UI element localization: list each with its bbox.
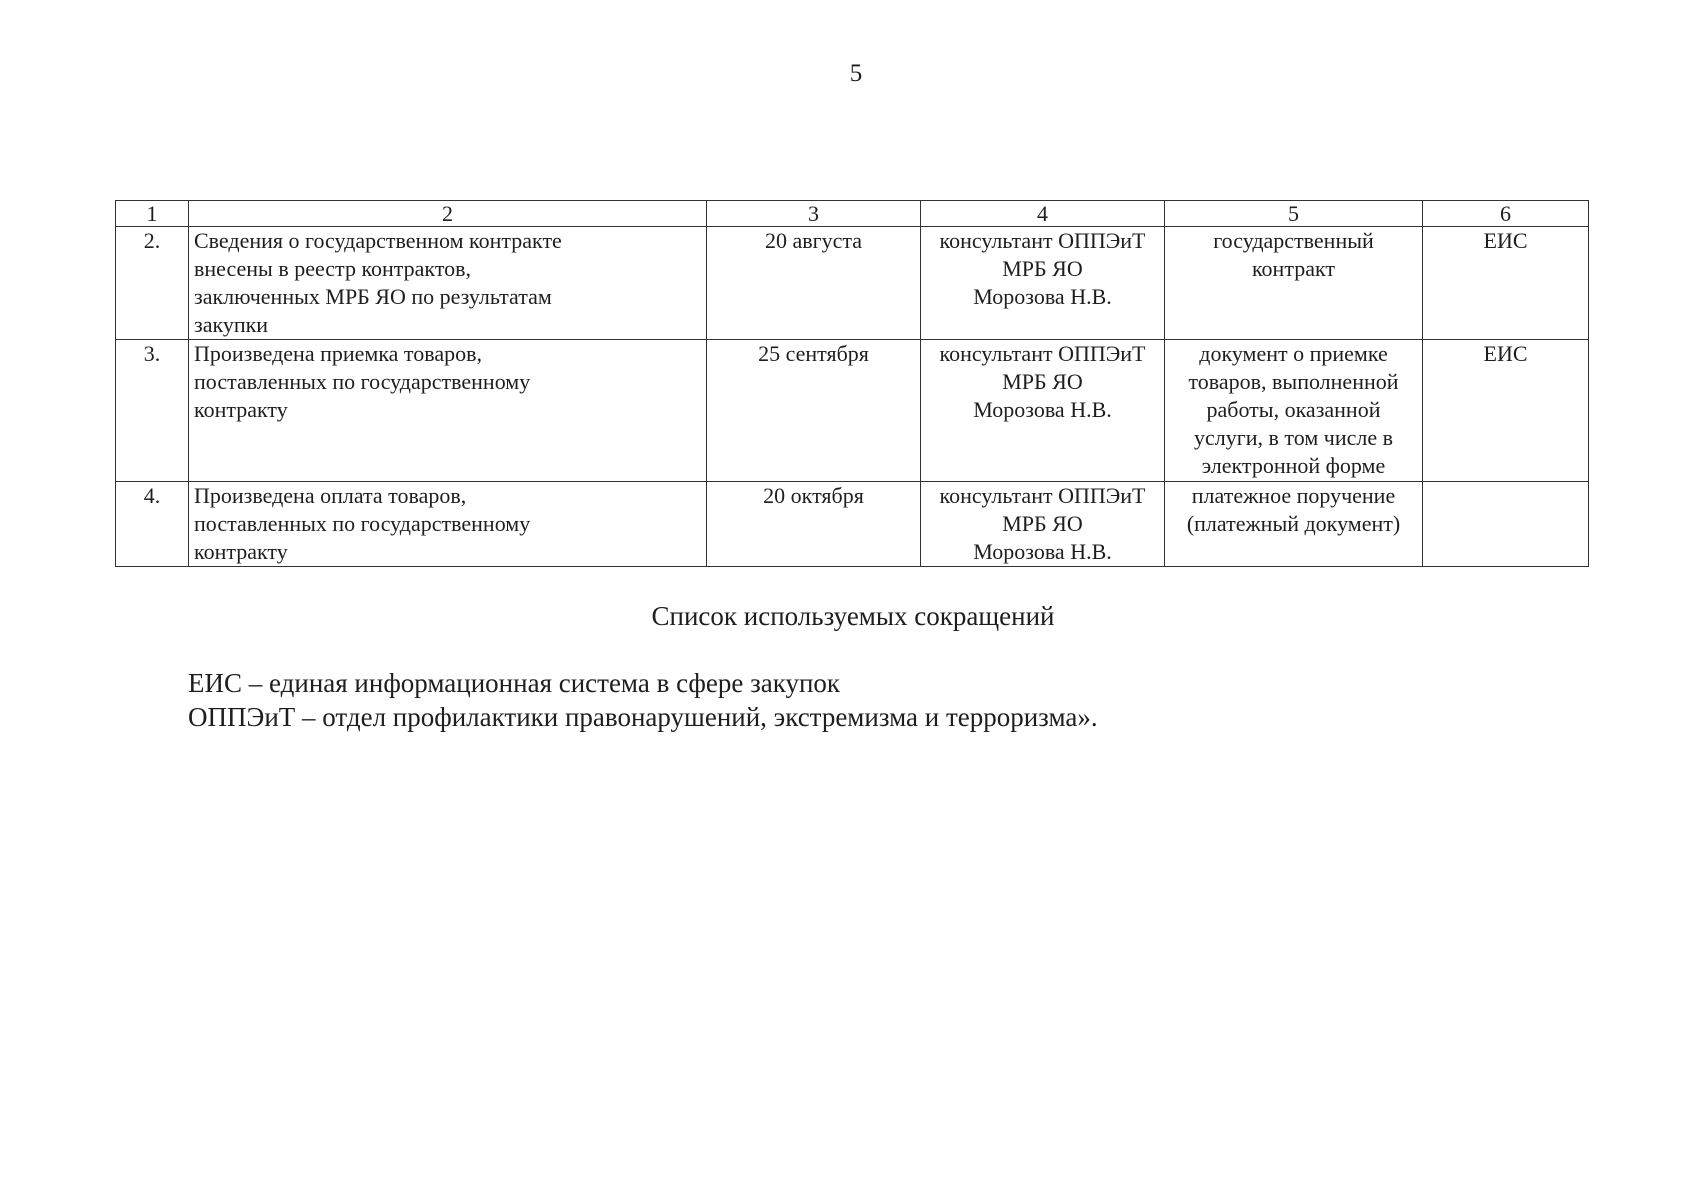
system-cell: ЕИС bbox=[1423, 227, 1589, 340]
date-cell: 20 октября bbox=[707, 482, 921, 567]
table-row bbox=[116, 482, 1589, 567]
responsible-cell: консультант ОППЭиТ МРБ ЯО Морозова Н.В. bbox=[921, 482, 1165, 567]
page-number: 5 bbox=[849, 60, 863, 87]
column-number-2: 2 bbox=[189, 201, 707, 227]
table-row bbox=[116, 227, 1589, 340]
row-number-cell: 3. bbox=[116, 340, 189, 482]
column-number-3: 3 bbox=[707, 201, 921, 227]
column-number-5: 5 bbox=[1165, 201, 1423, 227]
procurement-schedule-table bbox=[115, 200, 1589, 567]
document-cell: государственный контракт bbox=[1165, 227, 1423, 340]
abbreviation-eis: ЕИС – единая информационная система в сфере закупок bbox=[188, 668, 841, 698]
column-number-4: 4 bbox=[921, 201, 1165, 227]
row-number-cell: 2. bbox=[116, 227, 189, 340]
system-cell: ЕИС bbox=[1423, 340, 1589, 482]
event-cell: Произведена приемка товаров, поставленных по государственному контракту bbox=[189, 340, 707, 482]
abbreviation-oppeit: ОППЭиТ – отдел профилактики правонарушений, экстремизма и терроризма». bbox=[188, 702, 1098, 732]
document-cell: платежное поручение (платежный документ) bbox=[1165, 482, 1423, 567]
table-header-row bbox=[116, 201, 1589, 227]
date-cell: 20 августа bbox=[707, 227, 921, 340]
column-number-1: 1 bbox=[116, 201, 189, 227]
responsible-cell: консультант ОППЭиТ МРБ ЯО Морозова Н.В. bbox=[921, 340, 1165, 482]
document-cell: документ о приемке товаров, выполненной работы, оказанной услуги, в том числе в электронной форме bbox=[1165, 340, 1423, 482]
event-cell: Произведена оплата товаров, поставленных по государственному контракту bbox=[189, 482, 707, 567]
row-number-cell: 4. bbox=[116, 482, 189, 567]
table-row bbox=[116, 340, 1589, 482]
responsible-cell: консультант ОППЭиТ МРБ ЯО Морозова Н.В. bbox=[921, 227, 1165, 340]
date-cell: 25 сентября bbox=[707, 340, 921, 482]
event-cell: Сведения о государственном контракте внесены в реестр контрактов, заключенных МРБ ЯО по результатам закупки bbox=[189, 227, 707, 340]
abbreviations-title: Список используемых сокращений bbox=[651, 601, 1055, 631]
system-cell bbox=[1423, 482, 1589, 567]
column-number-6: 6 bbox=[1423, 201, 1589, 227]
